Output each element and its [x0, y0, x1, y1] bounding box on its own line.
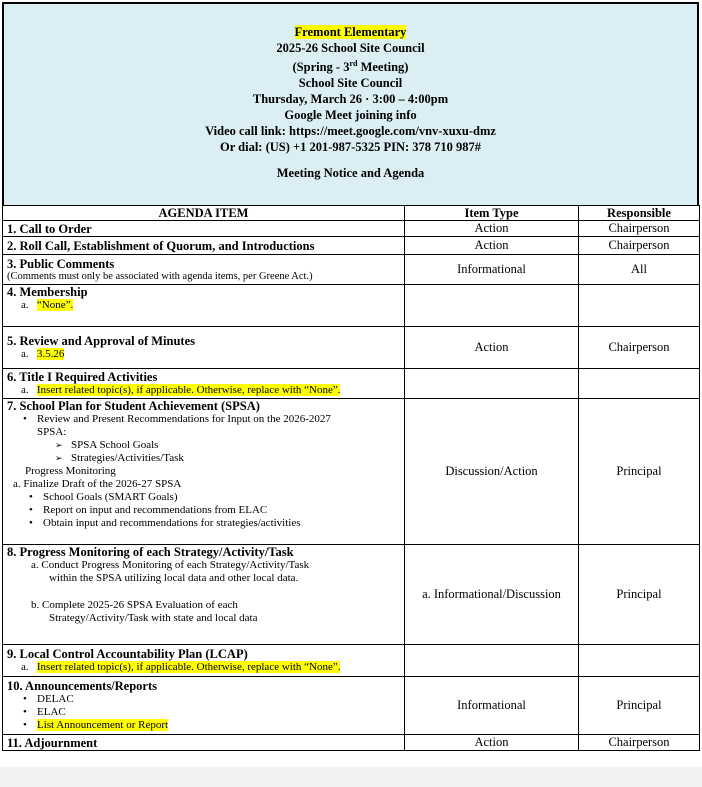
item-type: Action	[405, 221, 579, 237]
list-item: • Obtain input and recommendations for strategies/activities	[7, 517, 400, 530]
meet-info: Google Meet joining info	[284, 108, 417, 123]
item-type: Action	[405, 327, 579, 369]
item-type	[405, 285, 579, 327]
item-type: Discussion/Action	[405, 399, 579, 545]
notice-title: Meeting Notice and Agenda	[276, 166, 425, 181]
list-item: • Review and Present Recommendations for Input on the 2026-2027	[7, 413, 400, 426]
sub-item-continued: Strategy/Activity/Task with state and local data	[49, 612, 258, 624]
list-item: ➢ Strategies/Activities/Task	[7, 452, 400, 465]
table-header-row	[3, 206, 700, 221]
sub-item: a. 3.5.26	[21, 348, 65, 360]
agenda-document	[2, 2, 699, 751]
list-item: Progress Monitoring	[25, 465, 116, 477]
item-type: Informational	[405, 677, 579, 735]
meeting-header	[2, 2, 699, 205]
item-responsible	[579, 645, 700, 677]
item-title: 3. Public Comments	[7, 256, 115, 271]
table-row	[3, 545, 700, 645]
column-item-type: Item Type	[405, 206, 579, 221]
item-type	[405, 645, 579, 677]
table-row	[3, 645, 700, 677]
item-responsible: Principal	[579, 545, 700, 645]
item-responsible: Chairperson	[579, 221, 700, 237]
item-responsible: Chairperson	[579, 327, 700, 369]
meeting-number: (Spring - 3rd Meeting)	[292, 59, 409, 75]
item-responsible: Chairperson	[579, 735, 700, 751]
table-row	[3, 369, 700, 399]
item-responsible: Principal	[579, 399, 700, 545]
item-type	[405, 369, 579, 399]
sub-item: a. Finalize Draft of the 2026-27 SPSA	[13, 478, 182, 490]
council-year: 2025-26 School Site Council	[276, 41, 425, 55]
item-title: 5. Review and Approval of Minutes	[7, 334, 195, 348]
column-agenda-item: AGENDA ITEM	[3, 206, 405, 221]
item-title: 10. Announcements/Reports	[7, 679, 158, 693]
item-title: 6. Title I Required Activities	[7, 370, 158, 384]
list-item: • DELAC	[7, 693, 400, 706]
list-item: • School Goals (SMART Goals)	[7, 491, 400, 504]
item-title: 1. Call to Order	[7, 221, 92, 236]
item-title: 4. Membership	[7, 285, 88, 299]
sub-item-continued: within the SPSA utilizing local data and other local data.	[49, 572, 299, 584]
agenda-table	[2, 205, 700, 751]
item-type: Action	[405, 735, 579, 751]
table-row	[3, 237, 700, 255]
list-item: • List Announcement or Report	[7, 719, 400, 732]
video-call-link[interactable]: Video call link: https://meet.google.com/vnv-xuxu-dmz	[205, 124, 496, 139]
sub-item: a. “None”.	[21, 299, 74, 311]
table-row	[3, 285, 700, 327]
item-responsible: Chairperson	[579, 237, 700, 255]
sub-item: a. Conduct Progress Monitoring of each Strategy/Activity/Task	[31, 559, 310, 571]
school-name: Fremont Elementary	[294, 25, 407, 39]
table-row	[3, 255, 700, 285]
list-item-continued: SPSA:	[37, 426, 67, 438]
table-row	[3, 399, 700, 545]
item-type: Informational	[405, 255, 579, 285]
viewer-bottom-bar	[0, 767, 702, 787]
table-row	[3, 735, 700, 751]
column-responsible: Responsible	[579, 206, 700, 221]
list-item: • Report on input and recommendations from ELAC	[7, 504, 400, 517]
item-type: Action	[405, 237, 579, 255]
sub-item: a. Insert related topic(s), if applicable. Otherwise, replace with “None”.	[21, 384, 341, 396]
item-responsible: All	[579, 255, 700, 285]
sub-item: a. Insert related topic(s), if applicable. Otherwise, replace with “None”.	[21, 661, 341, 673]
item-title: 2. Roll Call, Establishment of Quorum, and Introductions	[7, 238, 315, 253]
item-title: 11. Adjournment	[7, 735, 98, 750]
table-row	[3, 327, 700, 369]
sub-item: b. Complete 2025-26 SPSA Evaluation of each	[31, 599, 238, 611]
list-item: • ELAC	[7, 706, 400, 719]
item-title: 7. School Plan for Student Achievement (SPSA)	[7, 399, 260, 413]
item-responsible	[579, 369, 700, 399]
item-responsible	[579, 285, 700, 327]
meeting-datetime: Thursday, March 26 · 3:00 – 4:00pm	[252, 92, 449, 107]
table-row	[3, 677, 700, 735]
item-note: (Comments must only be associated with agenda items, per Greene Act.)	[7, 270, 313, 282]
dial-in-info: Or dial: (US) +1 201-987-5325 PIN: 378 710 987#	[219, 140, 482, 155]
item-type: a. Informational/Discussion	[405, 545, 579, 645]
list-item: ➢ SPSA School Goals	[7, 439, 400, 452]
table-row	[3, 221, 700, 237]
item-title: 8. Progress Monitoring of each Strategy/Activity/Task	[7, 545, 294, 559]
item-responsible: Principal	[579, 677, 700, 735]
item-title: 9. Local Control Accountability Plan (LCAP)	[7, 647, 248, 661]
council-name: School Site Council	[298, 76, 403, 91]
